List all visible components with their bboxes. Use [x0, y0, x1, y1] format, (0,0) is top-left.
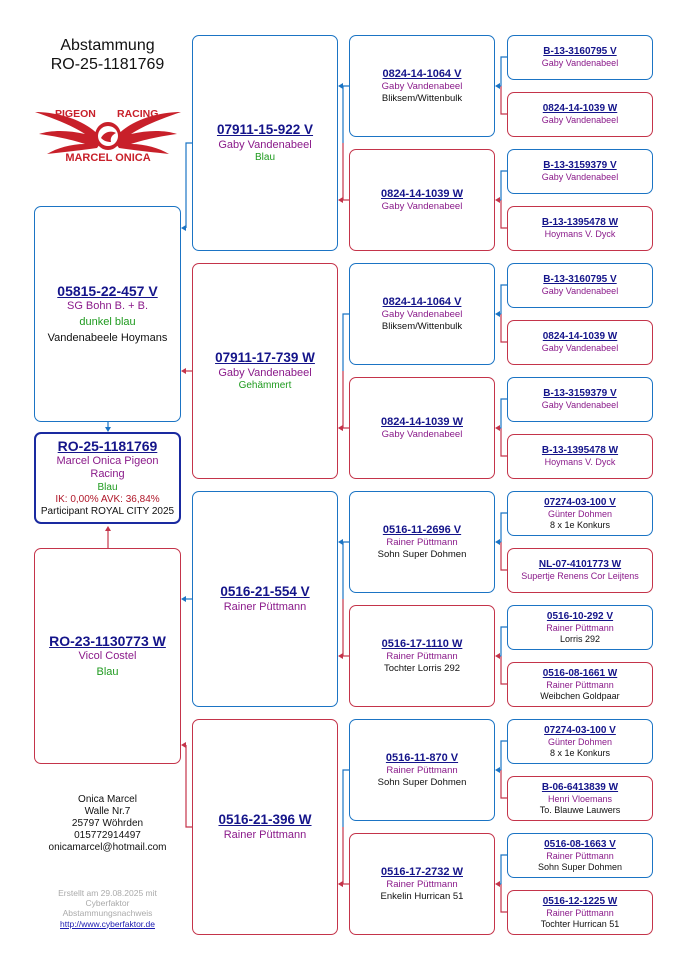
footer	[25, 888, 190, 929]
g3-box[interactable]	[349, 35, 495, 137]
g4-name: Weibchen Goldpaar	[540, 690, 620, 701]
g2-breeder: Gaby Vandenabeel	[218, 138, 312, 151]
g3-ring[interactable]: 0516-11-2696 V	[382, 524, 462, 537]
g4-name: Lorris 292	[559, 633, 601, 644]
g4-ring[interactable]: 07274-03-100 V	[544, 496, 616, 508]
connector-arrow-icon	[338, 83, 343, 89]
connector-arrow-icon	[495, 539, 500, 545]
connector-arrow-icon	[495, 311, 500, 317]
connector-arrow-icon	[181, 368, 186, 374]
g4-ring[interactable]: 0824-14-1039 W	[542, 331, 618, 343]
g4-ring[interactable]: B-13-3159379 V	[543, 160, 617, 172]
g3-name: Sohn Super Dohmen	[377, 548, 467, 560]
connector-arrow-icon	[495, 881, 500, 887]
g4-breeder: Rainer Püttmann	[546, 679, 614, 690]
dam-breeder: Vicol Costel	[78, 649, 137, 662]
g4-ring[interactable]: B-13-3160795 V	[543, 46, 617, 58]
sire-name: Vandenabeele Hoymans	[47, 331, 168, 344]
g4-box[interactable]	[507, 719, 653, 764]
logo-word-left: PIGEON	[55, 108, 96, 120]
g3-box[interactable]	[349, 491, 495, 593]
connector-arrow-icon	[181, 225, 186, 231]
connector-arrow-icon	[495, 767, 500, 773]
connector-arrow-icon	[338, 197, 343, 203]
g3-breeder: Gaby Vandenabeel	[381, 81, 463, 93]
g4-ring[interactable]: 0516-08-1661 W	[542, 667, 618, 679]
g2-box[interactable]	[192, 719, 338, 935]
g2-ring[interactable]: 07911-17-739 W	[215, 350, 315, 366]
sire-breeder: SG Bohn B. + B.	[66, 299, 149, 312]
connector-arrow-icon	[338, 881, 343, 887]
g4-box[interactable]	[507, 776, 653, 821]
g4-box[interactable]	[507, 35, 653, 80]
g3-ring[interactable]: 0824-14-1039 W	[381, 187, 463, 200]
g3-breeder: Gaby Vandenabeel	[381, 309, 463, 321]
g4-box[interactable]	[507, 263, 653, 308]
dam-color: Blau	[96, 665, 119, 678]
connector-arrow-icon	[181, 742, 186, 748]
g3-breeder: Gaby Vandenabeel	[381, 200, 463, 212]
g4-name: Tochter Hurrican 51	[540, 918, 620, 929]
subject-breeder: Marcel Onica Pigeon Racing	[56, 455, 159, 481]
subject-ik: IK: 0,00% AVK: 36,84%	[55, 493, 160, 505]
g3-box[interactable]	[349, 149, 495, 251]
g4-ring[interactable]: B-13-3160795 V	[543, 274, 617, 286]
g3-name: Tochter Lorris 292	[383, 662, 461, 674]
g4-breeder: Hoymans V. Dyck	[544, 457, 616, 468]
logo-name: MARCEL ONICA	[65, 152, 151, 164]
g4-breeder: Gaby Vandenabeel	[541, 400, 619, 411]
g4-breeder: Rainer Püttmann	[546, 850, 614, 861]
sire-box[interactable]	[34, 206, 181, 422]
g4-breeder: Gaby Vandenabeel	[541, 172, 619, 183]
g4-breeder: Supertje Renens Cor Leijtens	[521, 571, 639, 582]
g4-ring[interactable]: 07274-03-100 V	[544, 724, 616, 736]
g3-ring[interactable]: 0824-14-1064 V	[382, 296, 462, 309]
g3-box[interactable]	[349, 605, 495, 707]
g4-ring[interactable]: B-13-3159379 V	[543, 388, 617, 400]
title-text: Abstammung	[60, 37, 155, 54]
g3-name: Bliksem/Wittenbulk	[381, 320, 463, 332]
footer-line2: Cyberfaktor	[85, 898, 130, 909]
g3-ring[interactable]: 0516-17-2732 W	[381, 866, 463, 879]
g4-ring[interactable]: 0516-08-1663 V	[544, 838, 616, 850]
g4-box[interactable]	[507, 434, 653, 479]
dam-ring[interactable]: RO-23-1130773 W	[49, 632, 166, 649]
g4-box[interactable]	[507, 491, 653, 536]
g3-box[interactable]	[349, 833, 495, 935]
g4-box[interactable]	[507, 149, 653, 194]
g4-breeder: Günter Dohmen	[547, 508, 613, 519]
g4-ring[interactable]: 0516-10-292 V	[546, 610, 614, 622]
g4-box[interactable]	[507, 890, 653, 935]
footer-line3: Abstammungsnachweis	[62, 908, 153, 919]
connector-arrow-icon	[338, 539, 343, 545]
subject-note: Participant ROYAL CITY 2025	[40, 505, 175, 517]
g4-ring[interactable]: B-06-6413839 W	[541, 781, 619, 793]
g3-box[interactable]	[349, 263, 495, 365]
g3-name: Bliksem/Wittenbulk	[381, 92, 463, 104]
owner-phone: 015772914497	[74, 830, 141, 841]
g2-breeder: Rainer Püttmann	[223, 600, 307, 613]
owner-street: Walle Nr.7	[84, 806, 131, 817]
dam-box[interactable]	[34, 548, 181, 764]
logo-word-right: RACING	[117, 108, 159, 120]
g4-box[interactable]	[507, 605, 653, 650]
g3-ring[interactable]: 0516-17-1110 W	[381, 638, 463, 651]
g2-color: Gehämmert	[238, 379, 292, 391]
g4-breeder: Rainer Püttmann	[546, 622, 614, 633]
g2-box[interactable]	[192, 35, 338, 251]
connector-arrow-icon	[495, 425, 500, 431]
g2-breeder: Rainer Püttmann	[223, 828, 307, 841]
title-ring: RO-25-1181769	[50, 56, 165, 74]
connector-arrow-icon	[495, 197, 500, 203]
owner-name: Onica Marcel	[78, 794, 137, 805]
connector-arrow-icon	[338, 653, 343, 659]
g4-breeder: Günter Dohmen	[547, 736, 613, 747]
sire-color: dunkel blau	[79, 315, 136, 328]
g4-breeder: Gaby Vandenabeel	[541, 58, 619, 69]
g4-name: 8 x 1e Konkurs	[549, 519, 611, 530]
connector-arrow-icon	[495, 653, 500, 659]
g2-ring[interactable]: 07911-15-922 V	[216, 122, 314, 138]
connector-arrow-icon	[338, 425, 343, 431]
sire-ring[interactable]: 05815-22-457 V	[57, 282, 158, 299]
g2-box[interactable]	[192, 263, 338, 479]
g2-ring[interactable]: 0516-21-554 V	[220, 584, 310, 600]
g3-breeder: Rainer Püttmann	[386, 765, 458, 777]
g4-box[interactable]	[507, 206, 653, 251]
g4-box[interactable]	[507, 833, 653, 878]
subject-ring[interactable]: RO-25-1181769	[57, 438, 158, 455]
footer-link[interactable]: http://www.cyberfaktor.de	[60, 918, 155, 929]
g4-box[interactable]	[507, 92, 653, 137]
footer-line1: Erstellt am 29.08.2025 mit	[58, 888, 157, 898]
owner-city: 25797 Wöhrden	[71, 818, 144, 829]
g2-box[interactable]	[192, 491, 338, 707]
subject-color: Blau	[97, 481, 118, 493]
g4-box[interactable]	[507, 320, 653, 365]
g3-name: Sohn Super Dohmen	[377, 776, 467, 788]
g4-box[interactable]	[507, 548, 653, 593]
g2-ring[interactable]: 0516-21-396 W	[218, 812, 312, 828]
g4-breeder: Rainer Püttmann	[546, 907, 614, 918]
owner-address	[10, 794, 205, 854]
g4-breeder: Gaby Vandenabeel	[541, 286, 619, 297]
g4-box[interactable]	[507, 377, 653, 422]
g4-ring[interactable]: 0824-14-1039 W	[542, 103, 618, 115]
g4-ring[interactable]: NL-07-4101773 W	[538, 559, 622, 571]
g3-box[interactable]	[349, 719, 495, 821]
connector-arrow-icon	[495, 83, 500, 89]
g3-breeder: Rainer Püttmann	[386, 537, 458, 549]
subject-box[interactable]	[34, 432, 181, 524]
g3-breeder: Rainer Püttmann	[386, 651, 458, 663]
g3-breeder: Gaby Vandenabeel	[381, 428, 463, 440]
owner-email: onicamarcel@hotmail.com	[48, 842, 167, 853]
g3-breeder: Rainer Püttmann	[386, 879, 458, 891]
g4-ring[interactable]: 0516-12-1225 W	[542, 895, 618, 907]
g4-ring[interactable]: B-13-1395478 W	[541, 445, 619, 457]
g4-name: To. Blauwe Lauwers	[539, 804, 621, 815]
g4-breeder: Gaby Vandenabeel	[541, 115, 619, 126]
g4-box[interactable]	[507, 662, 653, 707]
g3-ring[interactable]: 0516-11-870 V	[385, 752, 459, 765]
g3-ring[interactable]: 0824-14-1064 V	[382, 68, 462, 81]
g3-name: Enkelin Hurrican 51	[380, 890, 464, 902]
g4-breeder: Hoymans V. Dyck	[544, 229, 616, 240]
g3-box[interactable]	[349, 377, 495, 479]
g4-ring[interactable]: B-13-1395478 W	[541, 217, 619, 229]
g4-name: Sohn Super Dohmen	[537, 861, 623, 872]
g4-breeder: Gaby Vandenabeel	[541, 343, 619, 354]
g4-name: 8 x 1e Konkurs	[549, 747, 611, 758]
connector-arrow-icon	[105, 526, 111, 531]
g4-breeder: Henri Vloemans	[547, 793, 613, 804]
g3-ring[interactable]: 0824-14-1039 W	[381, 415, 463, 428]
g2-color: Blau	[254, 151, 275, 163]
g2-breeder: Gaby Vandenabeel	[218, 366, 312, 379]
connector-arrow-icon	[181, 596, 186, 602]
